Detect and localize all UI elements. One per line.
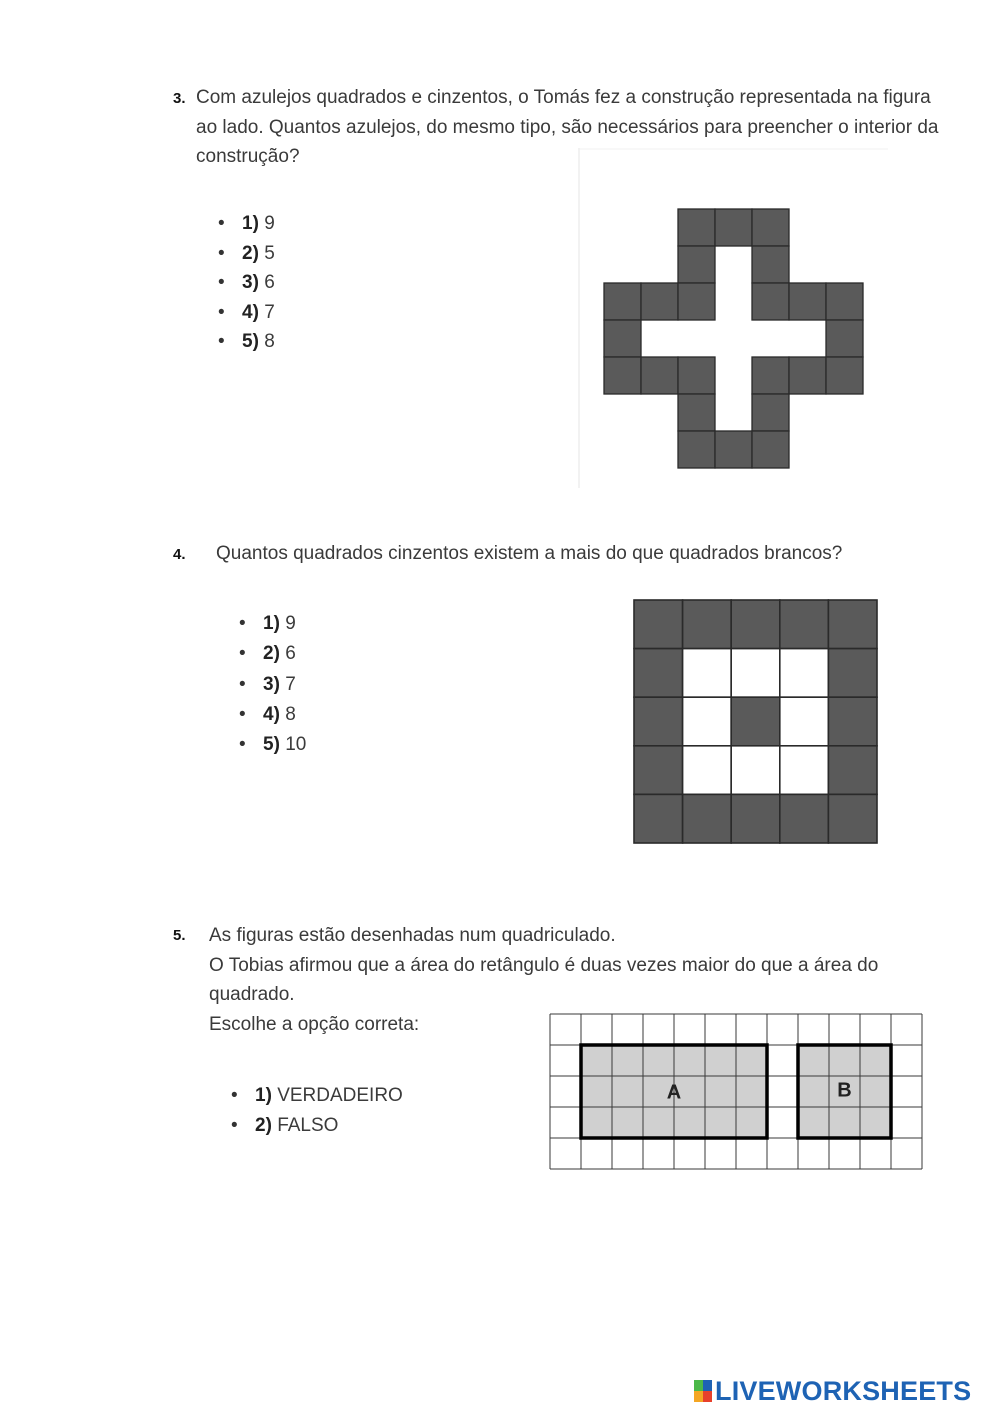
question-3-line: construção?	[196, 146, 300, 167]
gray-square	[683, 794, 732, 843]
white-square	[780, 746, 829, 795]
cross-tile-figure	[578, 148, 888, 488]
option-value: 6	[285, 643, 296, 665]
option-number: 1)	[242, 213, 259, 234]
option-item[interactable]	[239, 639, 306, 669]
white-square	[731, 649, 780, 698]
option-value: 5	[264, 242, 275, 264]
question-3-line: Com azulejos quadrados e cinzentos, o Tomás fez a construção representada na figura	[196, 87, 931, 108]
question-3-line: ao lado. Quantos azulejos, do mesmo tipo, são necessários para preencher o interior da	[196, 116, 939, 138]
option-item[interactable]	[239, 609, 306, 639]
option-value: 9	[285, 613, 296, 634]
question-4-text	[216, 539, 842, 569]
gray-tile	[641, 357, 678, 394]
question-5-number: 5.	[173, 927, 186, 944]
logo-icon	[694, 1380, 712, 1402]
gray-square	[731, 697, 780, 746]
liveworksheets-logo	[694, 1376, 971, 1406]
square-grid-figure	[632, 598, 882, 848]
option-item[interactable]	[218, 327, 275, 357]
gray-tile	[826, 320, 863, 357]
gray-tile	[604, 283, 641, 320]
option-item[interactable]	[231, 1081, 403, 1111]
logo-text: LIVEWORKSHEETS	[715, 1375, 972, 1406]
gray-tile	[752, 357, 789, 394]
option-number: 3)	[263, 673, 280, 695]
question-4-options	[239, 609, 306, 760]
gray-tile	[604, 320, 641, 357]
gray-tile	[678, 209, 715, 246]
question-5-line: Escolhe a opção correta:	[209, 1013, 420, 1035]
option-value: 9	[264, 213, 275, 234]
gray-square	[634, 794, 683, 843]
option-value: 7	[285, 673, 296, 695]
option-item[interactable]	[218, 268, 275, 298]
gray-square	[683, 600, 732, 649]
gray-square	[828, 600, 877, 649]
gray-tile	[752, 209, 789, 246]
question-4-line: Quantos quadrados cinzentos existem a mais do que quadrados brancos?	[216, 543, 843, 564]
option-value: 7	[264, 301, 275, 323]
question-5-line: O Tobias afirmou que a área do retângulo é duas vezes maior do que a área do	[209, 954, 879, 976]
gray-tile	[826, 283, 863, 320]
option-number: 2)	[242, 242, 259, 264]
option-number: 4)	[242, 301, 259, 323]
option-number: 1)	[263, 613, 280, 634]
option-value: 10	[285, 734, 307, 756]
gray-tile	[678, 357, 715, 394]
white-square	[780, 649, 829, 698]
gray-square	[634, 600, 683, 649]
question-3-options	[218, 209, 275, 357]
gray-tile	[789, 283, 826, 320]
question-4-number: 4.	[173, 546, 186, 563]
white-square	[683, 697, 732, 746]
option-item[interactable]	[239, 730, 306, 760]
gray-square	[828, 649, 877, 698]
white-square	[731, 746, 780, 795]
gray-square	[828, 697, 877, 746]
label-b: B	[837, 1079, 852, 1102]
label-a: A	[666, 1081, 682, 1104]
gray-tile	[752, 431, 789, 468]
gray-square	[828, 746, 877, 795]
gray-square	[731, 600, 780, 649]
gray-tile	[789, 357, 826, 394]
gray-tile	[678, 246, 715, 283]
option-item[interactable]	[218, 298, 275, 328]
question-5-options	[231, 1081, 403, 1140]
option-number: 3)	[242, 272, 259, 293]
grid-area-figure	[548, 1012, 926, 1174]
gray-tile	[678, 431, 715, 468]
option-number: 4)	[263, 703, 280, 725]
option-value: 8	[285, 703, 296, 725]
option-item[interactable]	[239, 670, 306, 700]
white-square	[683, 649, 732, 698]
gray-square	[634, 649, 683, 698]
white-square	[780, 697, 829, 746]
question-5-line: As figuras estão desenhadas num quadriculado.	[209, 925, 616, 946]
gray-tile	[604, 357, 641, 394]
gray-tile	[641, 283, 678, 320]
option-number: 2)	[263, 643, 280, 665]
option-value: 6	[264, 272, 275, 293]
option-value: VERDADEIRO	[277, 1085, 403, 1106]
option-number: 5)	[242, 331, 259, 352]
option-value: 8	[264, 331, 275, 352]
option-value: FALSO	[277, 1114, 339, 1136]
question-5-line: quadrado.	[209, 984, 295, 1005]
gray-tile	[678, 283, 715, 320]
option-number: 1)	[255, 1085, 272, 1106]
gray-tile	[715, 209, 752, 246]
option-number: 2)	[255, 1114, 272, 1136]
gray-tile	[752, 283, 789, 320]
gray-square	[780, 600, 829, 649]
option-item[interactable]	[239, 700, 306, 730]
white-square	[683, 746, 732, 795]
gray-tile	[678, 394, 715, 431]
gray-tile	[752, 394, 789, 431]
gray-square	[634, 697, 683, 746]
option-number: 5)	[263, 734, 280, 756]
gray-square	[731, 794, 780, 843]
gray-square	[780, 794, 829, 843]
option-item[interactable]	[218, 239, 275, 269]
question-3-number: 3.	[173, 90, 186, 107]
option-item[interactable]	[231, 1111, 403, 1141]
gray-tile	[715, 431, 752, 468]
option-item[interactable]	[218, 209, 275, 239]
gray-square	[634, 746, 683, 795]
gray-square	[828, 794, 877, 843]
gray-tile	[826, 357, 863, 394]
gray-tile	[752, 246, 789, 283]
